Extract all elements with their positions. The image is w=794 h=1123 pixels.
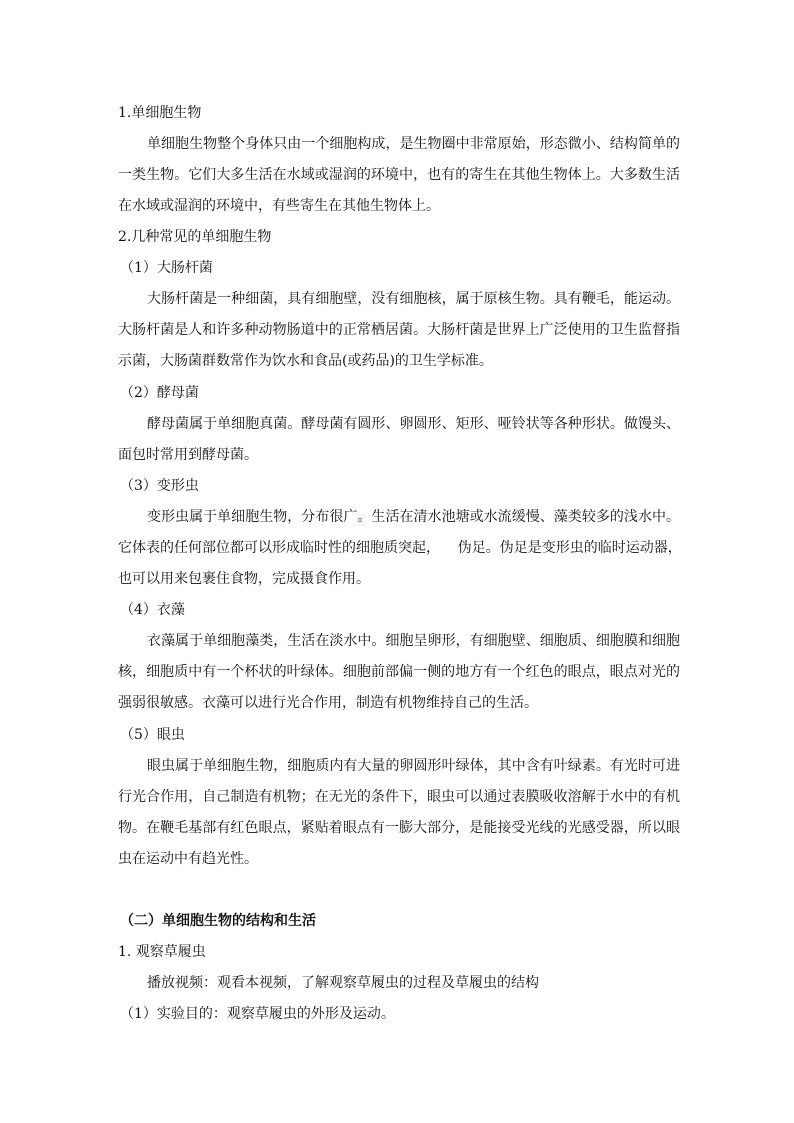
paragraph-line: 物。在鞭毛基部有红色眼点，紧贴着眼点有一膨大部分，是能接受光线的光感受器，所以眼 — [118, 820, 680, 836]
subheading-yeast: （2）酵母菌 — [120, 385, 199, 401]
paragraph-line: 面包时常用到酵母菌。 — [118, 447, 258, 463]
subheading-chlamydomonas: （4）衣藻 — [120, 602, 185, 618]
paragraph-line: 核，细胞质中有一个杯状的叶绿体。细胞前部偏一侧的地方有一个红色的眼点，眼点对光的 — [118, 664, 680, 680]
paragraph-line: （1）实验目的：观察草履虫的外形及运动。 — [120, 1006, 395, 1022]
paragraph-line: 大肠杆菌是一种细菌，具有细胞壁，没有细胞核，属于原核生物。具有鞭毛，能运动。 — [147, 291, 680, 307]
subheading-ecoli: （1）大肠杆菌 — [120, 260, 213, 276]
section-heading-structure-and-life: （二）单细胞生物的结构和生活 — [120, 913, 316, 929]
subheading-euglena: （5）眼虫 — [120, 727, 185, 743]
paragraph-line: 变形虫属于单细胞生物，分布很广。生活在清水池塘或水流缓慢、藻类较多的浅水中。 — [147, 509, 680, 525]
paragraph-line: 示菌，大肠菌群数常作为饮水和食品(或药品)的卫生学标准。 — [118, 353, 493, 369]
heading-observe-paramecium: 1. 观察草履虫 — [118, 944, 206, 960]
paragraph-line: 它体表的任何部位都可以形成临时性的细胞质突起， 伪足。伪足是变形虫的临时运动器， — [118, 540, 682, 556]
paragraph-line: 酵母菌属于单细胞真菌。酵母菌有圆形、卵圆形、矩形、哑铃状等各种形状。做馒头、 — [147, 416, 680, 432]
paragraph-line: 一类生物。它们大多生活在水域或湿润的环境中，也有的寄生在其他生物体上。大多数生活 — [118, 167, 680, 183]
subheading-amoeba: （3）变形虫 — [120, 478, 199, 494]
paragraph-line: 也可以用来包裹住食物，完成摄食作用。 — [118, 571, 370, 587]
paragraph-line: 眼虫属于单细胞生物，细胞质内有大量的卵圆形叶绿体，其中含有叶绿素。有光时可进 — [147, 758, 680, 774]
heading-common-organisms: 2.几种常见的单细胞生物 — [118, 229, 272, 245]
paragraph-line: 大肠杆菌是人和许多种动物肠道中的正常栖居菌。大肠杆菌是世界上广泛使用的卫生监督指 — [118, 322, 680, 338]
paragraph-line: 在水域或湿润的环境中，有些寄生在其他生物体上。 — [118, 198, 440, 214]
paragraph-line: 行光合作用，自己制造有机物；在无光的条件下，眼虫可以通过表膜吸收溶解于水中的有机 — [118, 789, 680, 805]
heading-single-cell-organisms: 1.单细胞生物 — [118, 105, 202, 121]
paragraph-line: 衣藻属于单细胞藻类，生活在淡水中。细胞呈卵形，有细胞壁、细胞质、细胞膜和细胞 — [147, 633, 680, 649]
paragraph-line: 播放视频：观看本视频，了解观察草履虫的过程及草履虫的结构 — [147, 975, 539, 991]
paragraph-line: 强弱很敏感。衣藻可以进行光合作用，制造有机物维持自己的生活。 — [118, 695, 538, 711]
paragraph-line: 虫在运动中有趋光性。 — [118, 851, 258, 867]
paragraph-line: 单细胞生物整个身体只由一个细胞构成，是生物圈中非常原始，形态微小、结构简单的 — [147, 136, 680, 152]
